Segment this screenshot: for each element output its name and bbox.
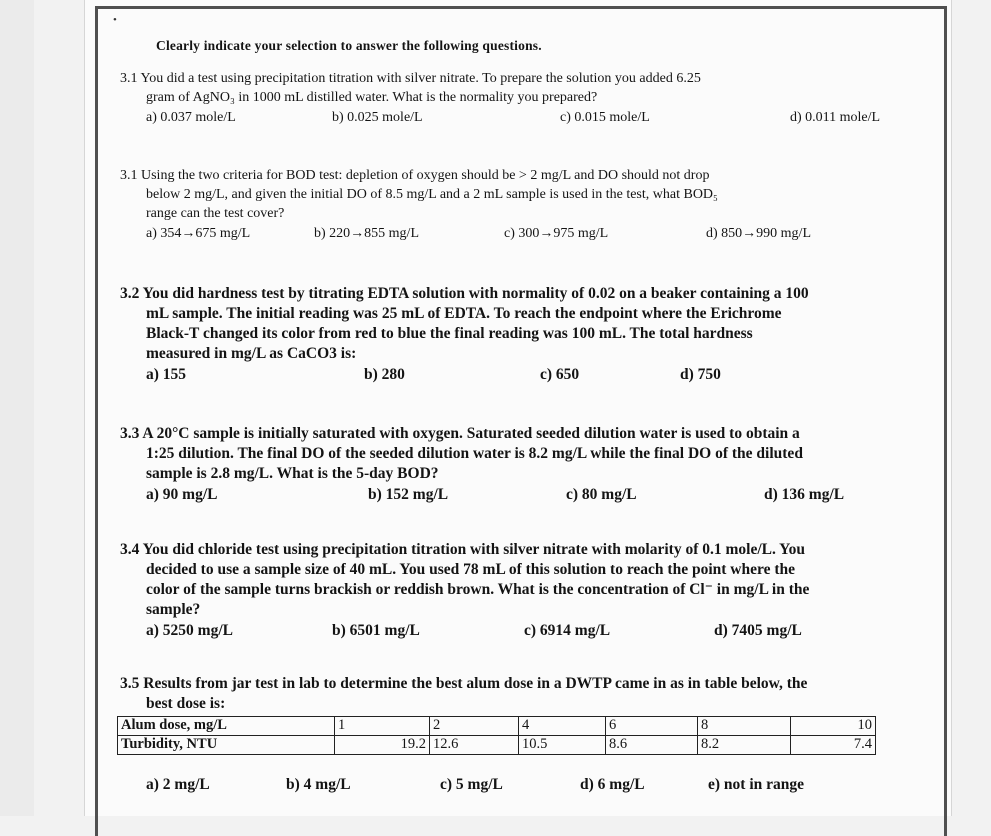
- question-3-5-options: [120, 776, 920, 794]
- option-a[interactable]: a) 2 mg/L: [146, 776, 210, 793]
- answer-options: [120, 622, 920, 640]
- question-3-2-hardness: [120, 286, 920, 384]
- answer-options: [120, 486, 920, 504]
- option-c[interactable]: c) 6914 mg/L: [524, 622, 611, 639]
- option-d[interactable]: d) 136 mg/L: [764, 486, 845, 503]
- option-a[interactable]: a) 155: [146, 366, 187, 383]
- question-3-4-chloride: [120, 542, 920, 640]
- option-a[interactable]: a) 90 mg/L: [146, 486, 218, 503]
- table-cell: 19.2: [335, 736, 430, 755]
- question-line: mL sample. The initial reading was 25 mL of EDTA. To reach the endpoint where the Erichrome: [146, 305, 782, 322]
- question-line: 3.3 A 20°C sample is initially saturated with oxygen. Saturated seeded dilution water is used to obtain a: [120, 425, 800, 442]
- question-line: 3.5 Results from jar test in lab to determine the best alum dose in a DWTP came in as in table below, the: [120, 675, 808, 692]
- option-b[interactable]: b) 280: [364, 366, 405, 383]
- question-line: color of the sample turns brackish or reddish brown. What is the concentration of Cl⁻ in mg/L in the: [146, 581, 810, 598]
- option-a[interactable]: a) 5250 mg/L: [146, 622, 233, 639]
- table-cell: 1: [335, 717, 430, 736]
- option-c[interactable]: c) 80 mg/L: [566, 486, 637, 503]
- table-cell: 8: [698, 717, 791, 736]
- corner-mark: •: [113, 14, 117, 26]
- option-d[interactable]: d) 850→990 mg/L: [706, 226, 811, 241]
- option-c[interactable]: c) 0.015 mole/L: [560, 110, 650, 125]
- question-line: Black-T changed its color from red to blue the final reading was 100 mL. The total hardness: [146, 325, 753, 342]
- question-line: below 2 mg/L, and given the initial DO of 8.5 mg/L and a 2 mL sample is used in the test, what BOD₅: [146, 187, 718, 202]
- question-line: measured in mg/L as CaCO3 is:: [146, 345, 357, 362]
- option-c[interactable]: c) 300→975 mg/L: [504, 226, 609, 241]
- table-cell: 6: [606, 717, 698, 736]
- question-line: 1:25 dilution. The final DO of the seeded dilution water is 8.2 mg/L while the final DO of the diluted: [146, 445, 803, 462]
- question-line: decided to use a sample size of 40 mL. You used 78 mL of this solution to reach the point where the: [146, 561, 796, 578]
- answer-options: [120, 226, 920, 244]
- row-label-turbidity: Turbidity, NTU: [118, 736, 335, 755]
- page-gutter: [0, 0, 34, 816]
- option-d[interactable]: d) 6 mg/L: [580, 776, 645, 793]
- answer-options: [120, 110, 920, 128]
- option-a[interactable]: a) 0.037 mole/L: [146, 110, 236, 125]
- instructions-header: Clearly indicate your selection to answer the following questions.: [156, 38, 542, 53]
- option-a[interactable]: a) 354→675 mg/L: [146, 226, 251, 241]
- option-d[interactable]: d) 0.011 mole/L: [790, 110, 881, 125]
- question-3-5-jar-test: [120, 676, 920, 716]
- table-cell: 8.6: [606, 736, 698, 755]
- question-line: 3.2 You did hardness test by titrating EDTA solution with normality of 0.02 on a beaker containing a 100: [120, 285, 809, 302]
- table-cell: 10: [791, 717, 876, 736]
- option-e[interactable]: e) not in range: [708, 776, 805, 793]
- table-row: [118, 736, 876, 755]
- table-cell: 12.6: [430, 736, 519, 755]
- answer-options: [120, 366, 920, 384]
- table-cell: 8.2: [698, 736, 791, 755]
- jar-test-table: [117, 716, 876, 755]
- row-label-alum-dose: Alum dose, mg/L: [118, 717, 335, 736]
- answer-options: [120, 776, 920, 794]
- option-b[interactable]: b) 0.025 mole/L: [332, 110, 423, 125]
- question-line: best dose is:: [146, 695, 226, 712]
- question-line: gram of AgNO₃ in 1000 mL distilled water. What is the normality you prepared?: [146, 90, 598, 105]
- question-3-1-bod-range: [120, 169, 920, 244]
- question-line: 3.4 You did chloride test using precipitation titration with silver nitrate with molarity of 0.1 mole/L. You: [120, 541, 805, 558]
- option-b[interactable]: b) 152 mg/L: [368, 486, 449, 503]
- option-c[interactable]: c) 650: [540, 366, 580, 383]
- question-line: 3.1 You did a test using precipitation titration with silver nitrate. To prepare the solution you added 6.25: [120, 71, 701, 86]
- option-b[interactable]: b) 6501 mg/L: [332, 622, 420, 639]
- table-cell: 2: [430, 717, 519, 736]
- table-cell: 7.4: [791, 736, 876, 755]
- option-c[interactable]: c) 5 mg/L: [440, 776, 503, 793]
- question-line: range can the test cover?: [146, 206, 285, 221]
- question-line: 3.1 Using the two criteria for BOD test: depletion of oxygen should be > 2 mg/L and DO should not drop: [120, 168, 710, 183]
- option-d[interactable]: d) 7405 mg/L: [714, 622, 802, 639]
- option-d[interactable]: d) 750: [680, 366, 721, 383]
- table-cell: 4: [519, 717, 606, 736]
- question-line: sample is 2.8 mg/L. What is the 5-day BOD?: [146, 465, 439, 482]
- question-line: sample?: [146, 601, 201, 618]
- question-3-1-normality: [120, 72, 920, 128]
- option-b[interactable]: b) 4 mg/L: [286, 776, 351, 793]
- question-3-3-bod: [120, 426, 920, 504]
- table-row: [118, 717, 876, 736]
- table-cell: 10.5: [519, 736, 606, 755]
- option-b[interactable]: b) 220→855 mg/L: [314, 226, 419, 241]
